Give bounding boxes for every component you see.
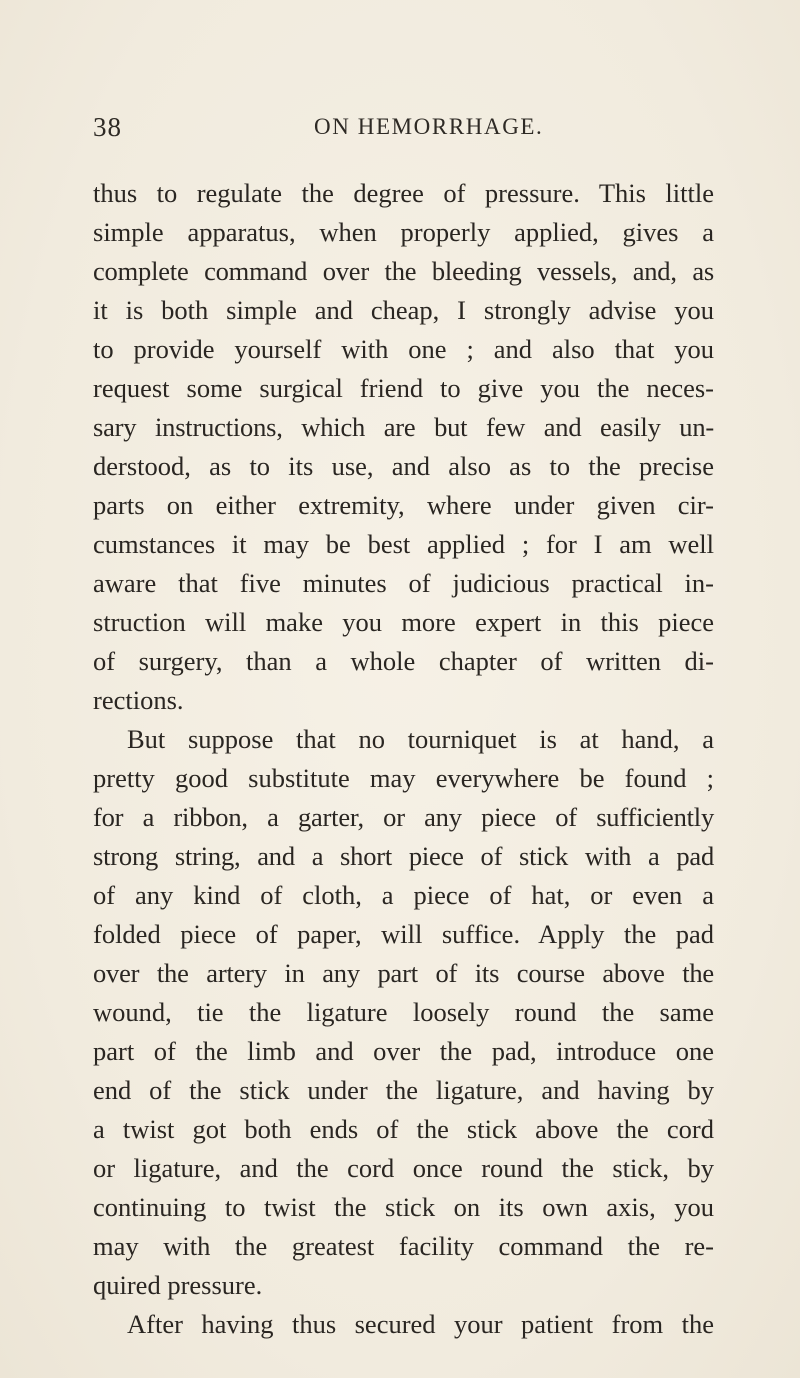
text-line: or ligature, and the cord once round the stick, by: [93, 1153, 714, 1183]
text-line: strong string, and a short piece of stick with a pad: [93, 841, 714, 871]
text-line: part of the limb and over the pad, introduce one: [93, 1036, 714, 1066]
text-line: cumstances it may be best applied ; for I am well: [93, 529, 714, 559]
page-number: 38: [93, 112, 122, 142]
text-line: quired pressure.: [93, 1270, 263, 1300]
text-line: over the artery in any part of its course above the: [93, 958, 714, 988]
text-line: of surgery, than a whole chapter of written di-: [93, 646, 714, 676]
text-line: derstood, as to its use, and also as to the precise: [93, 451, 714, 481]
text-line: end of the stick under the ligature, and having by: [93, 1075, 714, 1105]
text-line: rections.: [93, 685, 184, 715]
body-text: [93, 174, 714, 1344]
text-line: sary instructions, which are but few and easily un-: [93, 412, 714, 442]
text-line: struction will make you more expert in this piece: [93, 607, 714, 637]
text-line: request some surgical friend to give you the neces-: [93, 373, 714, 403]
text-line: may with the greatest facility command the re-: [93, 1231, 714, 1261]
text-line: of any kind of cloth, a piece of hat, or even a: [93, 880, 714, 910]
paragraph-start-line: But suppose that no tourniquet is at hand, a: [127, 724, 714, 754]
text-line: complete command over the bleeding vessels, and, as: [93, 256, 714, 286]
text-line: aware that five minutes of judicious practical in-: [93, 568, 714, 598]
running-title: ON HEMORRHAGE.: [314, 114, 544, 139]
text-line: folded piece of paper, will suffice. Apply the pad: [93, 919, 714, 949]
running-head: [0, 112, 800, 152]
text-line: a twist got both ends of the stick above the cord: [93, 1114, 714, 1144]
text-line: it is both simple and cheap, I strongly advise you: [93, 295, 714, 325]
paragraph-start-line: After having thus secured your patient from the: [127, 1309, 714, 1339]
text-line: to provide yourself with one ; and also that you: [93, 334, 714, 364]
text-line: parts on either extremity, where under given cir-: [93, 490, 714, 520]
text-line: thus to regulate the degree of pressure. This little: [93, 178, 714, 208]
text-line: wound, tie the ligature loosely round the same: [93, 997, 714, 1027]
text-line: simple apparatus, when properly applied, gives a: [93, 217, 714, 247]
text-line: continuing to twist the stick on its own axis, you: [93, 1192, 714, 1222]
text-line: for a ribbon, a garter, or any piece of sufficiently: [93, 802, 714, 832]
text-line: pretty good substitute may everywhere be found ;: [93, 763, 714, 793]
